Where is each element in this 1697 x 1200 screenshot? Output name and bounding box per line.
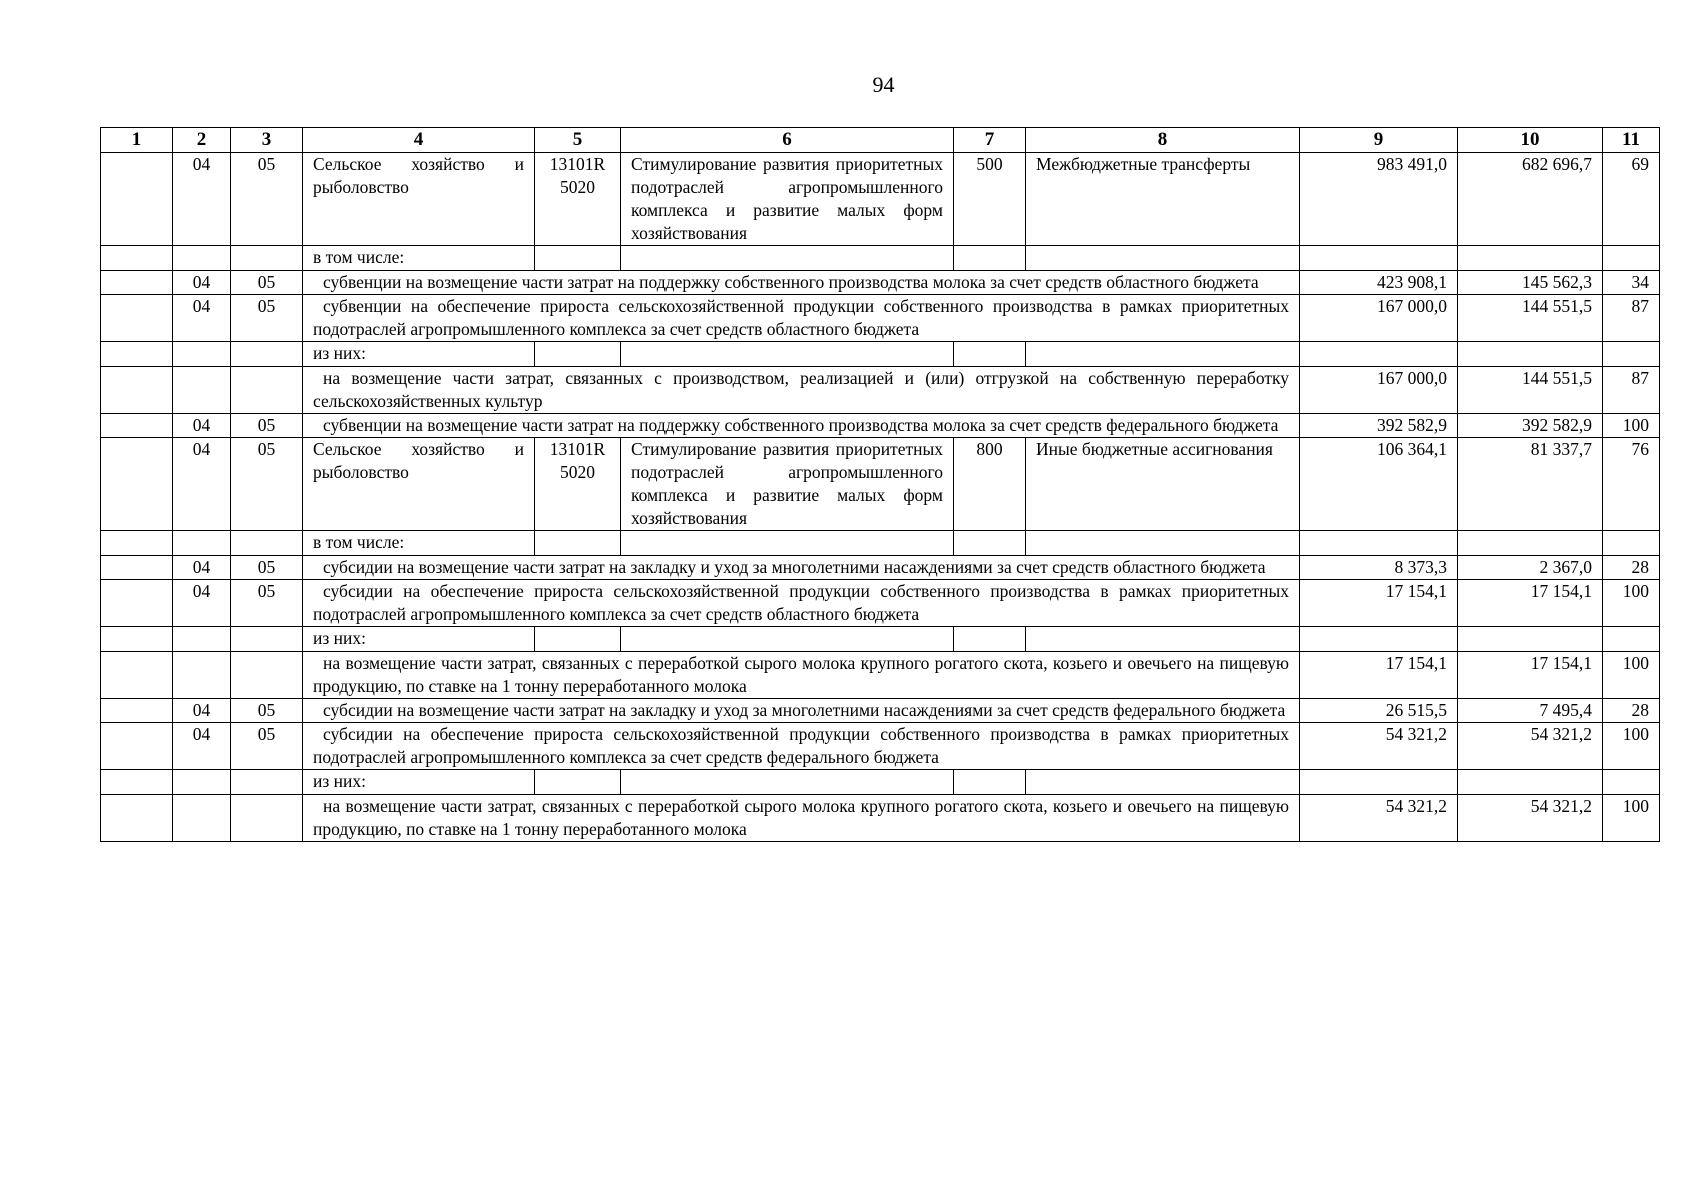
cell-percent: 28 [1603,556,1660,580]
cell-col9 [1300,627,1458,652]
cell-col9 [1300,342,1458,367]
cell-section-code: 04 [173,699,231,723]
cell-col3 [231,770,303,795]
cell-col1 [101,246,173,271]
header-cell: 1 [101,128,173,153]
cell-col8 [1026,531,1300,556]
cell-actual-amount: 54 321,2 [1458,795,1603,842]
cell-actual-amount: 7 495,4 [1458,699,1603,723]
header-cell: 10 [1458,128,1603,153]
cell-col1 [101,295,173,342]
page-number: 94 [872,72,895,97]
cell-col2 [173,342,231,367]
cell-col7 [954,531,1026,556]
cell-actual-amount: 17 154,1 [1458,580,1603,627]
cell-plan-amount: 26 515,5 [1300,699,1458,723]
cell-col6 [621,627,954,652]
cell-col6 [621,770,954,795]
cell-section-code: 04 [173,271,231,295]
cell-section-code: 04 [173,580,231,627]
cell-col7 [954,770,1026,795]
cell-col1 [101,556,173,580]
cell-col1 [101,438,173,531]
cell-subsection-code: 05 [231,414,303,438]
cell-plan-amount: 54 321,2 [1300,795,1458,842]
cell-col1 [101,580,173,627]
cell-subsection-code: 05 [231,580,303,627]
table-row [101,770,1660,795]
cell-col1 [101,795,173,842]
cell-actual-amount: 2 367,0 [1458,556,1603,580]
cell-target-code: 13101R 5020 [535,438,621,531]
cell-section-code: 04 [173,723,231,770]
cell-actual-amount: 682 696,7 [1458,153,1603,246]
cell-col11 [1603,531,1660,556]
cell-percent: 100 [1603,723,1660,770]
table-row [101,153,1660,246]
table-row [101,556,1660,580]
cell-col1 [101,627,173,652]
cell-subsection-code: 05 [231,556,303,580]
cell-section-code: 04 [173,295,231,342]
budget-table [100,127,1660,842]
cell-expense-type-code: 500 [954,153,1026,246]
cell-plan-amount: 983 491,0 [1300,153,1458,246]
cell-actual-amount: 81 337,7 [1458,438,1603,531]
cell-target-name: Стимулирование развития приоритетных подотраслей агропромышленного комплекса и развитие малых форм хозяйствования [621,438,954,531]
cell-percent: 100 [1603,580,1660,627]
cell-col6 [621,246,954,271]
header-cell: 2 [173,128,231,153]
cell-col2 [173,531,231,556]
cell-plan-amount: 17 154,1 [1300,580,1458,627]
cell-actual-amount: 144 551,5 [1458,295,1603,342]
cell-subsection-code [231,367,303,414]
cell-section-code: 04 [173,556,231,580]
table-row [101,246,1660,271]
cell-percent: 34 [1603,271,1660,295]
cell-subheading: из них: [303,770,535,795]
cell-plan-amount: 54 321,2 [1300,723,1458,770]
cell-col11 [1603,627,1660,652]
cell-expense-type-code: 800 [954,438,1026,531]
cell-col11 [1603,246,1660,271]
cell-col1 [101,770,173,795]
table-row [101,699,1660,723]
cell-subsection-code [231,652,303,699]
cell-col10 [1458,342,1603,367]
cell-col8 [1026,627,1300,652]
cell-col6 [621,531,954,556]
cell-section-code: 04 [173,438,231,531]
cell-percent: 100 [1603,795,1660,842]
header-row [101,128,1660,153]
cell-plan-amount: 17 154,1 [1300,652,1458,699]
header-cell: 4 [303,128,535,153]
cell-description: на возмещение части затрат, связанных с переработкой сырого молока крупного рогатого скота, козьего и овечьего на пищевую продукцию, по ставке на 1 тонну переработанного молока [303,795,1300,842]
cell-plan-amount: 8 373,3 [1300,556,1458,580]
cell-col7 [954,342,1026,367]
cell-subsection-code: 05 [231,271,303,295]
cell-col11 [1603,770,1660,795]
cell-section-code [173,652,231,699]
cell-plan-amount: 167 000,0 [1300,367,1458,414]
cell-actual-amount: 392 582,9 [1458,414,1603,438]
cell-percent: 76 [1603,438,1660,531]
cell-subheading: из них: [303,627,535,652]
cell-actual-amount: 54 321,2 [1458,723,1603,770]
cell-col7 [954,246,1026,271]
table-row [101,627,1660,652]
cell-section-code: 04 [173,414,231,438]
table-row [101,438,1660,531]
cell-description: на возмещение части затрат, связанных с переработкой сырого молока крупного рогатого скота, козьего и овечьего на пищевую продукцию, по ставке на 1 тонну переработанного молока [303,652,1300,699]
cell-col3 [231,246,303,271]
cell-description: субвенции на возмещение части затрат на поддержку собственного производства молока за счет средств областного бюджета [303,271,1300,295]
cell-section-code [173,795,231,842]
cell-col1 [101,699,173,723]
cell-col3 [231,531,303,556]
cell-col10 [1458,770,1603,795]
table-row [101,342,1660,367]
cell-section-name: Сельское хозяйство и рыболовство [303,438,535,531]
cell-target-code: 13101R 5020 [535,153,621,246]
cell-col8 [1026,246,1300,271]
table-row [101,795,1660,842]
cell-description: субсидии на возмещение части затрат на закладку и уход за многолетними насаждениями за счет средств областного бюджета [303,556,1300,580]
cell-description: субсидии на возмещение части затрат на закладку и уход за многолетними насаждениями за счет средств федерального бюджета [303,699,1300,723]
cell-col1 [101,271,173,295]
table-row [101,531,1660,556]
cell-col9 [1300,770,1458,795]
cell-col1 [101,342,173,367]
cell-col10 [1458,246,1603,271]
table-row [101,652,1660,699]
cell-plan-amount: 167 000,0 [1300,295,1458,342]
cell-description: субвенции на обеспечение прироста сельскохозяйственной продукции собственного производства в рамках приоритетных подотраслей агропромышленного комплекса за счет средств областного бюджета [303,295,1300,342]
cell-col1 [101,723,173,770]
cell-col5 [535,531,621,556]
table-row [101,367,1660,414]
cell-col1 [101,531,173,556]
cell-plan-amount: 106 364,1 [1300,438,1458,531]
header-cell: 6 [621,128,954,153]
cell-col5 [535,246,621,271]
cell-percent: 87 [1603,367,1660,414]
cell-subsection-code [231,795,303,842]
cell-percent: 87 [1603,295,1660,342]
cell-section-code [173,367,231,414]
cell-col2 [173,627,231,652]
cell-plan-amount: 423 908,1 [1300,271,1458,295]
cell-col9 [1300,531,1458,556]
cell-col2 [173,246,231,271]
cell-target-name: Стимулирование развития приоритетных подотраслей агропромышленного комплекса и развитие малых форм хозяйствования [621,153,954,246]
cell-plan-amount: 392 582,9 [1300,414,1458,438]
cell-col8 [1026,770,1300,795]
header-cell: 11 [1603,128,1660,153]
header-cell: 9 [1300,128,1458,153]
cell-actual-amount: 17 154,1 [1458,652,1603,699]
cell-col10 [1458,627,1603,652]
header-cell: 8 [1026,128,1300,153]
cell-col9 [1300,246,1458,271]
cell-description: субсидии на обеспечение прироста сельскохозяйственной продукции собственного производства в рамках приоритетных подотраслей агропромышленного комплекса за счет средств областного бюджета [303,580,1300,627]
cell-subheading: в том числе: [303,531,535,556]
cell-col1 [101,153,173,246]
cell-col6 [621,342,954,367]
header-cell: 3 [231,128,303,153]
cell-col1 [101,652,173,699]
cell-percent: 69 [1603,153,1660,246]
table-row [101,295,1660,342]
cell-col8 [1026,342,1300,367]
cell-col5 [535,627,621,652]
header-cell: 7 [954,128,1026,153]
cell-subsection-code: 05 [231,438,303,531]
cell-percent: 28 [1603,699,1660,723]
header-cell: 5 [535,128,621,153]
cell-subheading: из них: [303,342,535,367]
cell-col1 [101,367,173,414]
cell-percent: 100 [1603,414,1660,438]
cell-percent: 100 [1603,652,1660,699]
cell-col2 [173,770,231,795]
cell-expense-type-name: Иные бюджетные ассигнования [1026,438,1300,531]
cell-col11 [1603,342,1660,367]
cell-actual-amount: 145 562,3 [1458,271,1603,295]
cell-description: субвенции на возмещение части затрат на поддержку собственного производства молока за счет средств федерального бюджета [303,414,1300,438]
cell-col7 [954,627,1026,652]
cell-col3 [231,342,303,367]
cell-subsection-code: 05 [231,153,303,246]
cell-subsection-code: 05 [231,723,303,770]
table-row [101,723,1660,770]
cell-description: субсидии на обеспечение прироста сельскохозяйственной продукции собственного производства в рамках приоритетных подотраслей агропромышленного комплекса за счет средств федерального бюджета [303,723,1300,770]
cell-section-code: 04 [173,153,231,246]
cell-expense-type-name: Межбюджетные трансферты [1026,153,1300,246]
table-row [101,414,1660,438]
cell-section-name: Сельское хозяйство и рыболовство [303,153,535,246]
cell-col3 [231,627,303,652]
cell-description: на возмещение части затрат, связанных с производством, реализацией и (или) отгрузкой на собственную переработку сельскохозяйственных культур [303,367,1300,414]
table-row [101,271,1660,295]
cell-subsection-code: 05 [231,295,303,342]
cell-subheading: в том числе: [303,246,535,271]
cell-col5 [535,342,621,367]
cell-actual-amount: 144 551,5 [1458,367,1603,414]
cell-col1 [101,414,173,438]
cell-col5 [535,770,621,795]
cell-col10 [1458,531,1603,556]
table-row [101,580,1660,627]
cell-subsection-code: 05 [231,699,303,723]
